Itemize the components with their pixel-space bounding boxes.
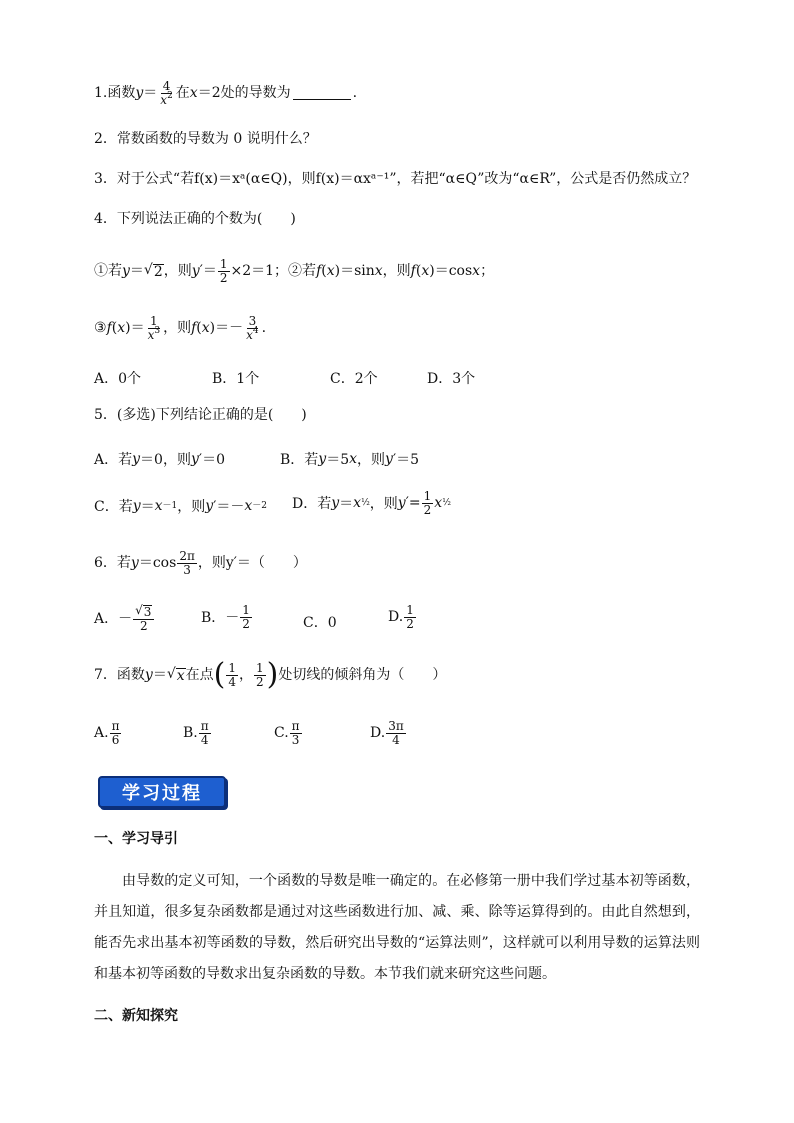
question-3: 3．对于公式“若f(x)＝xᵃ(α∈Q)，则f(x)＝αxᵃ⁻¹”，若把“α∈Q”改为“α∈R”，公式是否仍然成立？ (94, 171, 697, 187)
q4-option-b[interactable]: B．1个 (212, 371, 260, 387)
question-5-stem: 5．(多选)下列结论正确的是( ) (94, 407, 307, 423)
answer-blank[interactable] (293, 87, 351, 100)
q5-option-b[interactable]: B．若 y ＝5 x ，则 y ′＝5 (280, 451, 420, 468)
q6-option-c[interactable]: C．0 (303, 615, 337, 631)
q6-option-d[interactable]: D. $\frac{1}{2}$ (388, 603, 414, 631)
q4-option-c[interactable]: C．2个 (330, 371, 378, 387)
q5-option-d[interactable]: D．若 y ＝ x ½ ，则 y ′= $\frac{1}{2}$ x ½ (292, 489, 451, 517)
section-1-paragraph: 由导数的定义可知，一个函数的导数是唯一确定的。在必修第一册中我们学过基本初等函数，并且知道，很多复杂函数都是通过对这些函数进行加、减、乘、除等运算得到的。由此自然想到，能否先求出基本初等函数的导数，然后研究出导数的“运算法则”，这样就可以利用导数的运算法则和基本初等函数的导数求出复杂函数的导数。本节我们就来研究这些问题。 (94, 873, 700, 982)
q7-option-a[interactable]: A. $\frac{\pi}{6}$ (94, 719, 120, 747)
q6-option-b[interactable]: B．－ $\frac{1}{2}$ (201, 603, 250, 631)
question-4-stem: 4．下列说法正确的个数为( ) (94, 211, 296, 227)
section-1-heading: 一、学习导引 (94, 831, 178, 847)
section-title-banner: 学习过程 (98, 776, 226, 808)
question-6-stem: 6．若 y ＝cos $\frac{2\pi}{3}$ ，则y′＝（ ） (94, 549, 307, 577)
q5-option-c[interactable]: C．若 y ＝ x －1 ，则 y ′＝－ x －2 (94, 498, 268, 515)
question-2: 2．常数函数的导数为 0 说明什么？ (94, 131, 317, 147)
q6-option-a[interactable]: A．－ √ 3 2 (94, 604, 155, 632)
question-4-statement-3: ③ f ( x )＝ $\frac{1}{x^3}$ ，则 f ( x )＝－ $\frac{3}{x^4}$ . (94, 314, 267, 342)
question-1: 1.函数 y ＝ $\frac{4}{x^2}$ 在 x ＝2 处的导数为 . (94, 79, 358, 107)
q7-option-b[interactable]: B. $\frac{\pi}{4}$ (183, 719, 209, 747)
question-7-stem: 7．函数 y ＝ √ x 在点 ( $\frac{1}{4}$ ， $\frac{1}{2}$ ) 处切线的倾斜角为（ ） (94, 657, 447, 693)
q4-option-d[interactable]: D．3个 (427, 371, 476, 387)
q7-option-d[interactable]: D. $\frac{3\pi}{4}$ (370, 719, 404, 747)
section-2-heading: 二、新知探究 (94, 1008, 178, 1024)
q7-option-c[interactable]: C. $\frac{\pi}{3}$ (274, 719, 300, 747)
question-4-statements-1-2: ①若 y ＝ √ 2 ，则 y ′＝ $\frac{1}{2}$ ×2＝1；②若 f ( x )＝sin x ，则 f ( x )＝cos x ； (94, 257, 495, 285)
q4-option-a[interactable]: A．0个 (94, 371, 142, 387)
q5-option-a[interactable]: A．若 y ＝0，则 y ′＝0 (94, 451, 225, 468)
